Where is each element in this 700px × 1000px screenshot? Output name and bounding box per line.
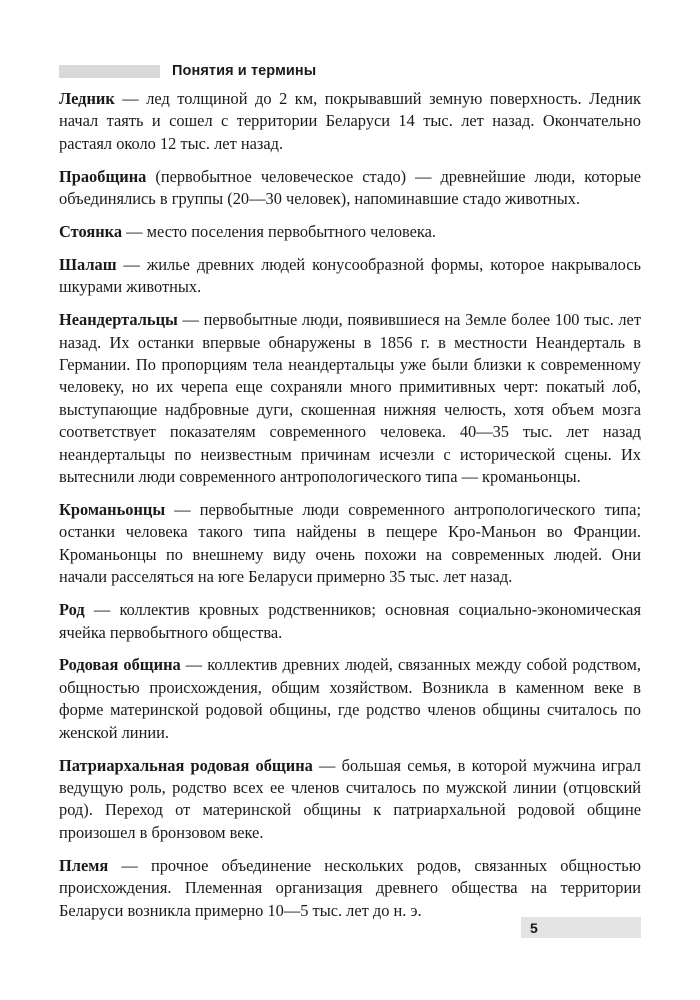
glossary-entry xyxy=(59,166,641,211)
glossary-term: Ледник xyxy=(59,89,115,108)
glossary-definition: — жилье древних людей конусообразной формы, которое накрывалось шкурами животных. xyxy=(59,254,641,297)
glossary-entry xyxy=(59,254,641,299)
section-header xyxy=(59,60,641,82)
glossary-entry xyxy=(59,221,641,243)
glossary-term: Праобщина xyxy=(59,166,147,186)
glossary-term: Род xyxy=(59,600,85,620)
page-number: 5 xyxy=(530,919,538,936)
glossary-definition: — коллектив кровных родственников; основная социально-экономическая ячейка первобытного общества. xyxy=(59,600,641,642)
glossary-entry xyxy=(59,309,641,488)
glossary-term: Стоянка xyxy=(59,222,123,242)
glossary-entry xyxy=(59,88,641,155)
glossary-entries xyxy=(59,88,641,922)
glossary-term: Кроманьонцы xyxy=(59,500,166,519)
glossary-term: Неандертальцы xyxy=(59,310,178,330)
glossary-entry xyxy=(59,755,641,845)
page-number-box xyxy=(521,917,641,938)
glossary-entry xyxy=(59,654,641,744)
glossary-definition: — лед толщиной до 2 км, покрывавший земную поверхность. Ледник начал таять и сошел с территории Беларуси 14 тыс. лет назад. Окончательно растаял около 12 тыс. лет назад. xyxy=(59,89,641,153)
section-title: Понятия и термины xyxy=(172,63,317,79)
glossary-definition: (первобытное человеческое стадо) — древнейшие люди, которые объединялись в группы (20—30 человек), напоминавшие стадо животных. xyxy=(59,166,641,209)
glossary-term: Патриархальная родовая община xyxy=(59,755,313,775)
glossary-definition: — первобытные люди современного антропологического типа; останки человека такого типа найдены в пещере Кро-Маньон во Франции. Кроманьонцы по внешнему виду очень похожи на современных людей. Они начали расселяться на юге Беларуси примерно 35 тыс. лет назад. xyxy=(59,500,641,587)
glossary-entry xyxy=(59,855,641,922)
glossary-definition: — большая семья, в которой мужчина играл ведущую роль, родство всех ее членов считалось по мужской линии (отцовский род). Переход от материнской общины к патриархальной родовой общине произошел в бронзовом веке. xyxy=(59,755,641,842)
glossary-definition: — коллектив древних людей, связанных между собой родством, общностью происхождения, общим хозяйством. Возникла в каменном веке в форме материнской родовой общины, где родство членов общины считалось по женской линии. xyxy=(59,655,641,742)
glossary-definition: — прочное объединение нескольких родов, связанных общностью происхождения. Племенная организация древнего общества на территории Беларуси возникла примерно 10—5 тыс. лет до н. э. xyxy=(59,855,641,920)
glossary-term: Родовая община xyxy=(59,655,181,675)
glossary-term: Племя xyxy=(59,855,109,875)
header-rule-bar xyxy=(59,65,160,78)
glossary-entry xyxy=(59,599,641,644)
glossary-definition: — первобытные люди, появившиеся на Земле более 100 тыс. лет назад. Их останки впервые обнаружены в 1856 г. в местности Неандерталь в Германии. По пропорциям тела неандертальцы уже были близки к современному человеку, но их черепа еще сохраняли много примитивных черт: покатый лоб, выступающие надбровные дуги, скошенная нижняя челюсть, хотя объем мозга соответствует показателям современного человека. 40—35 тыс. лет назад неандертальцы по неизвестным причинам исчезли с исторической сцены. Их вытеснили люди современного антропологического типа — кроманьонцы. xyxy=(59,310,641,487)
glossary-term: Шалаш xyxy=(59,254,117,274)
glossary-entry xyxy=(59,499,641,589)
glossary-definition: — место поселения первобытного человека. xyxy=(122,222,437,242)
